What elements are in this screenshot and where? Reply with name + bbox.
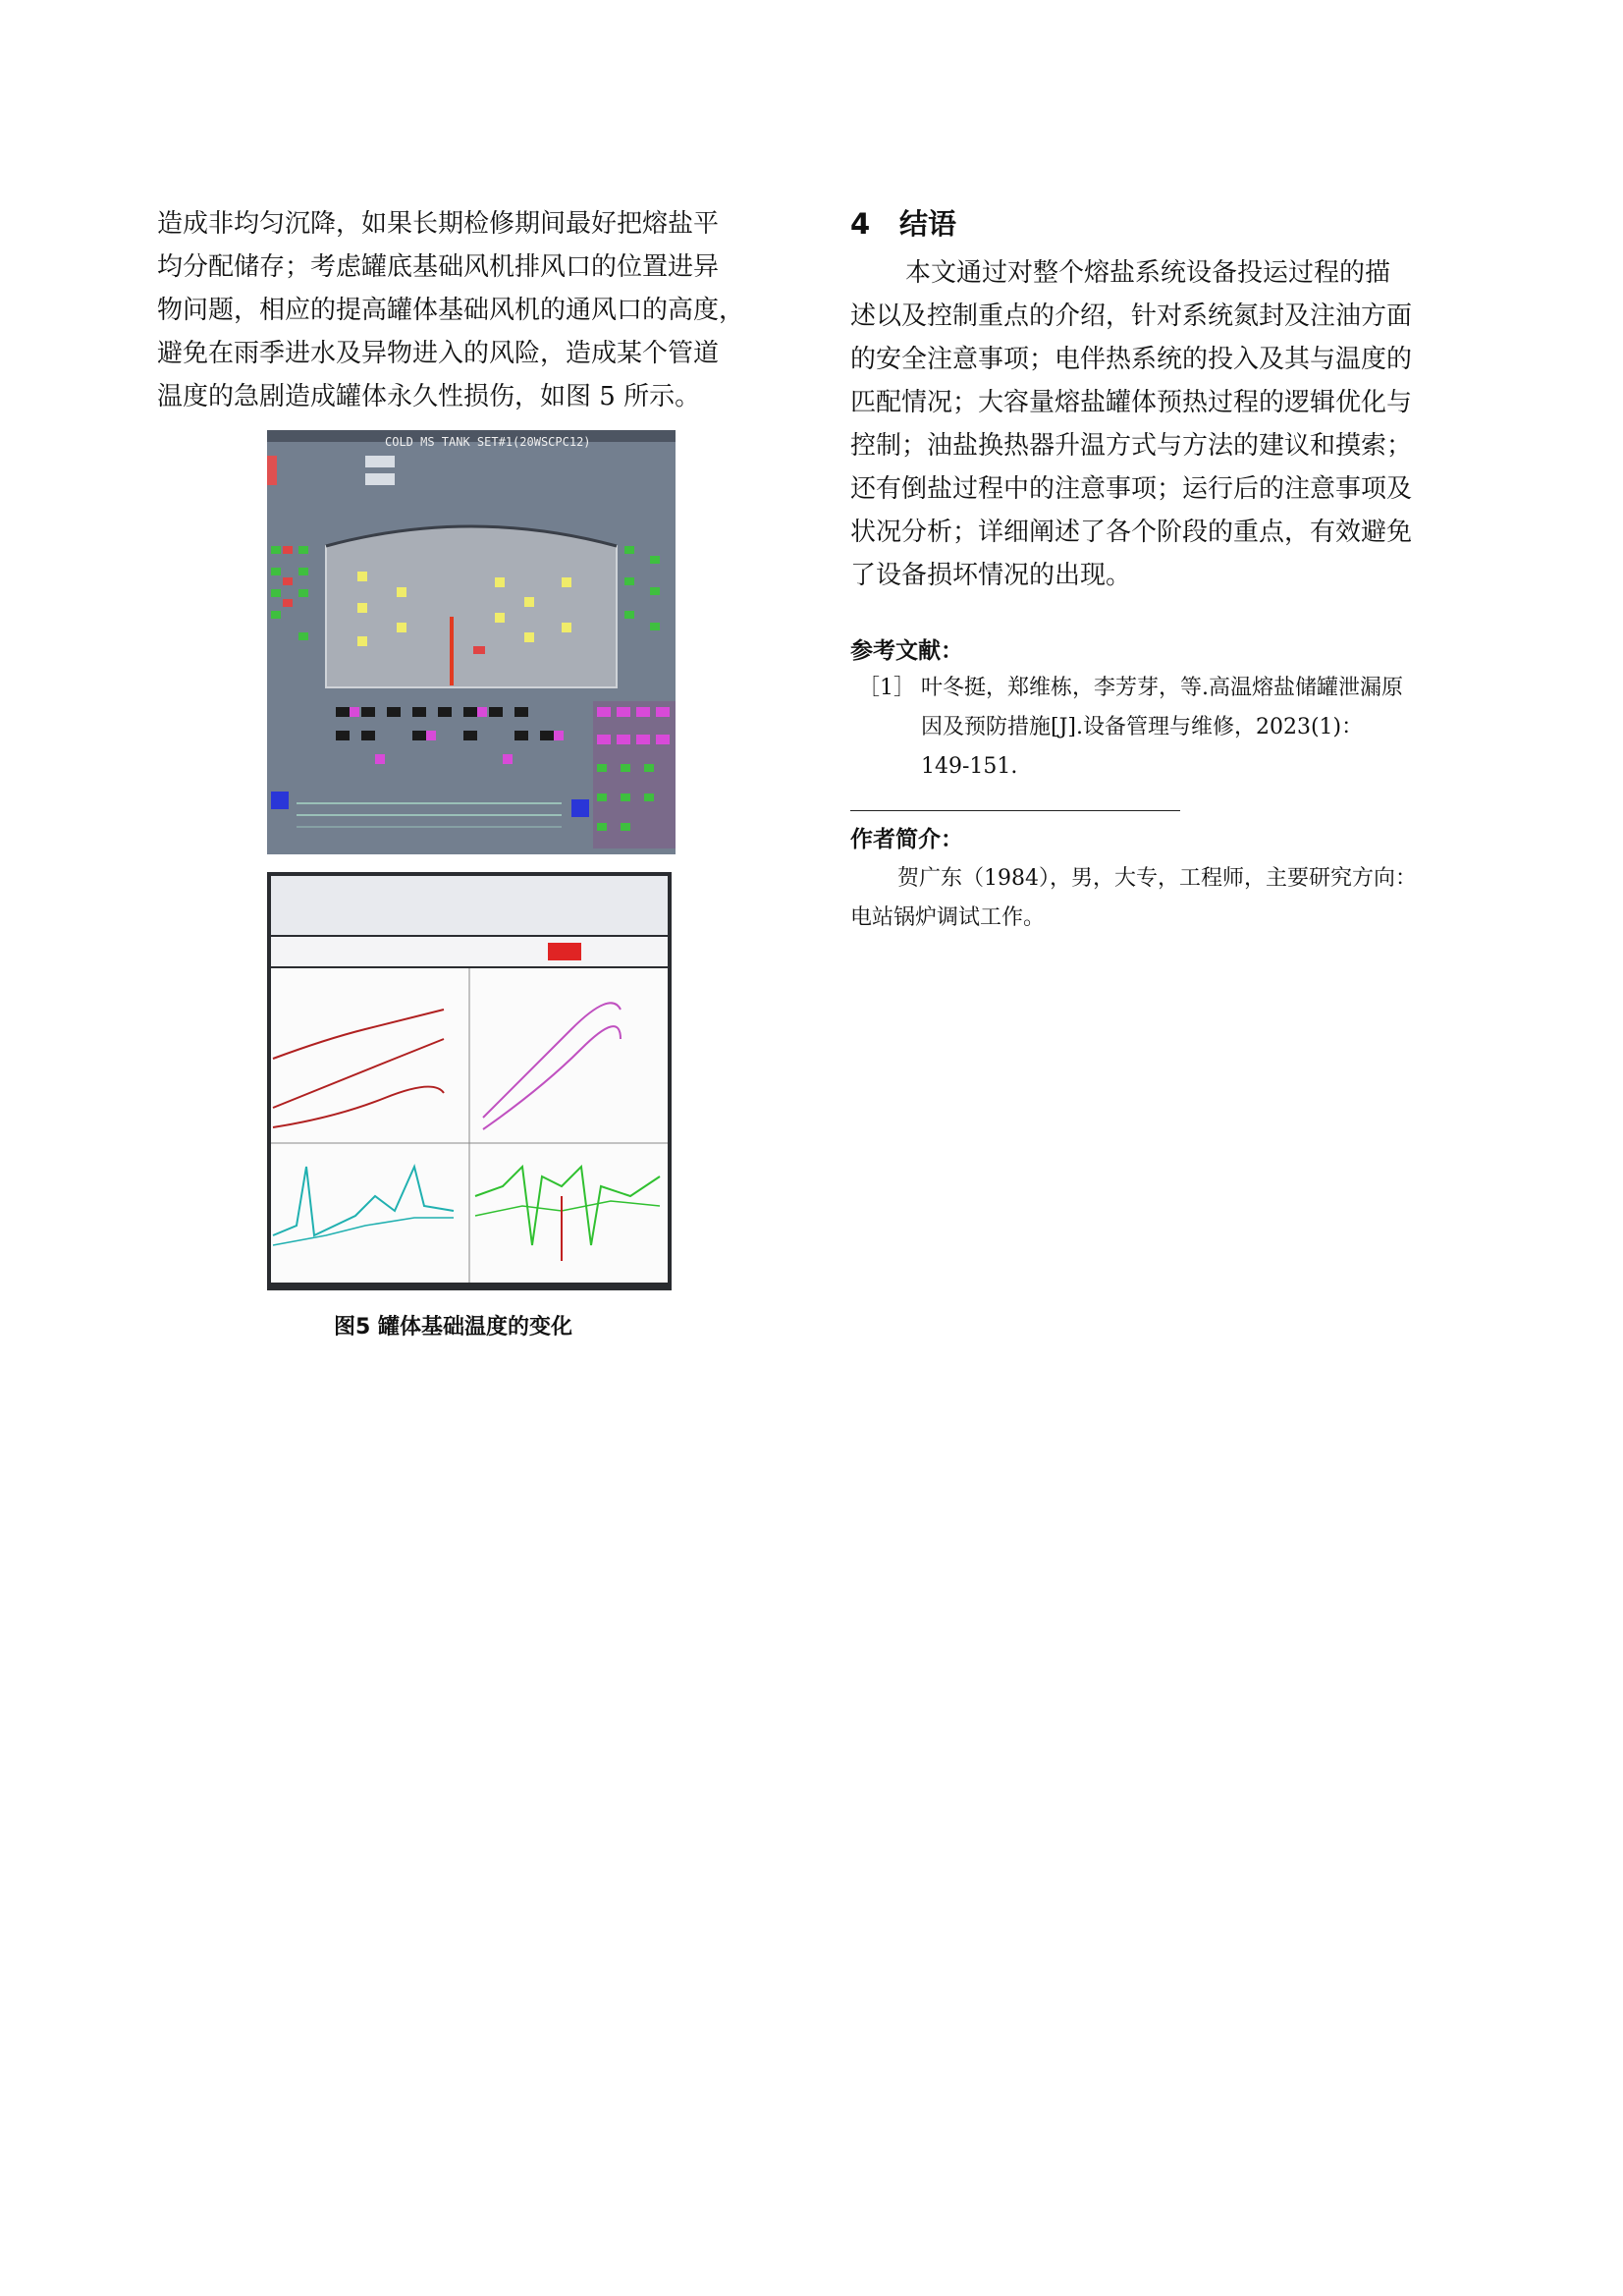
- text-line: 了设备损坏情况的出现。: [850, 561, 1132, 590]
- reference-tag: ［1］: [858, 676, 915, 700]
- text-line: 状况分析；详细阐述了各个阶段的重点，有效避免: [850, 518, 1413, 547]
- divider: [850, 810, 1180, 811]
- trend-graphic: [267, 872, 672, 1290]
- hmi-title: COLD MS TANK SET#1(20WSCPC12): [385, 435, 591, 449]
- section-title: 结语: [899, 207, 957, 241]
- hmi-graphic: [267, 430, 676, 854]
- author-heading: 作者简介：: [850, 827, 963, 852]
- conclusion-paragraph: [850, 251, 1479, 597]
- left-column: [157, 202, 785, 418]
- left-paragraph: [157, 202, 785, 418]
- text-line: 均分配储存；考虑罐底基础风机排风口的位置进异: [157, 252, 720, 282]
- author-line: 电站锅炉调试工作。: [850, 905, 1046, 930]
- text-line: 避免在雨季进水及异物进入的风险，造成某个管道: [157, 339, 720, 368]
- text-line: 本文通过对整个熔盐系统设备投运过程的描: [905, 258, 1391, 288]
- figure-hmi-screenshot: [267, 430, 676, 854]
- text-line: 温度的急剧造成罐体永久性损伤，如图 5 所示。: [157, 382, 701, 411]
- author-bio: [850, 859, 1479, 938]
- reference-line: 叶冬挺，郑维栋，李芳芽，等.高温熔盐储罐泄漏原: [921, 676, 1403, 700]
- text-line: 匹配情况；大容量熔盐罐体预热过程的逻辑优化与: [850, 388, 1413, 417]
- text-line: 述以及控制重点的介绍，针对系统氮封及注油方面: [850, 301, 1413, 331]
- reference-line: 149-151.: [921, 754, 1018, 779]
- text-line: 物问题，相应的提高罐体基础风机的通风口的高度，: [157, 296, 745, 325]
- text-line: 控制；油盐换热器升温方式与方法的建议和摸索；: [850, 431, 1413, 461]
- right-column: [850, 202, 1479, 938]
- reference-line: 因及预防措施[J].设备管理与维修，2023(1)：: [921, 715, 1364, 739]
- reference-item: [850, 669, 1479, 787]
- author-line: 贺广东（1984），男，大专，工程师，主要研究方向：: [897, 866, 1417, 891]
- text-line: 还有倒盐过程中的注意事项；运行后的注意事项及: [850, 474, 1413, 504]
- figure-caption: 图5 罐体基础温度的变化: [334, 1315, 572, 1339]
- references-heading: 参考文献：: [850, 638, 963, 664]
- text-line: 造成非均匀沉降，如果长期检修期间最好把熔盐平: [157, 209, 720, 239]
- section-heading: [850, 202, 1479, 246]
- figure-trend-screenshot: [267, 872, 672, 1290]
- text-line: 的安全注意事项；电伴热系统的投入及其与温度的: [850, 345, 1413, 374]
- section-number: 4: [850, 207, 871, 241]
